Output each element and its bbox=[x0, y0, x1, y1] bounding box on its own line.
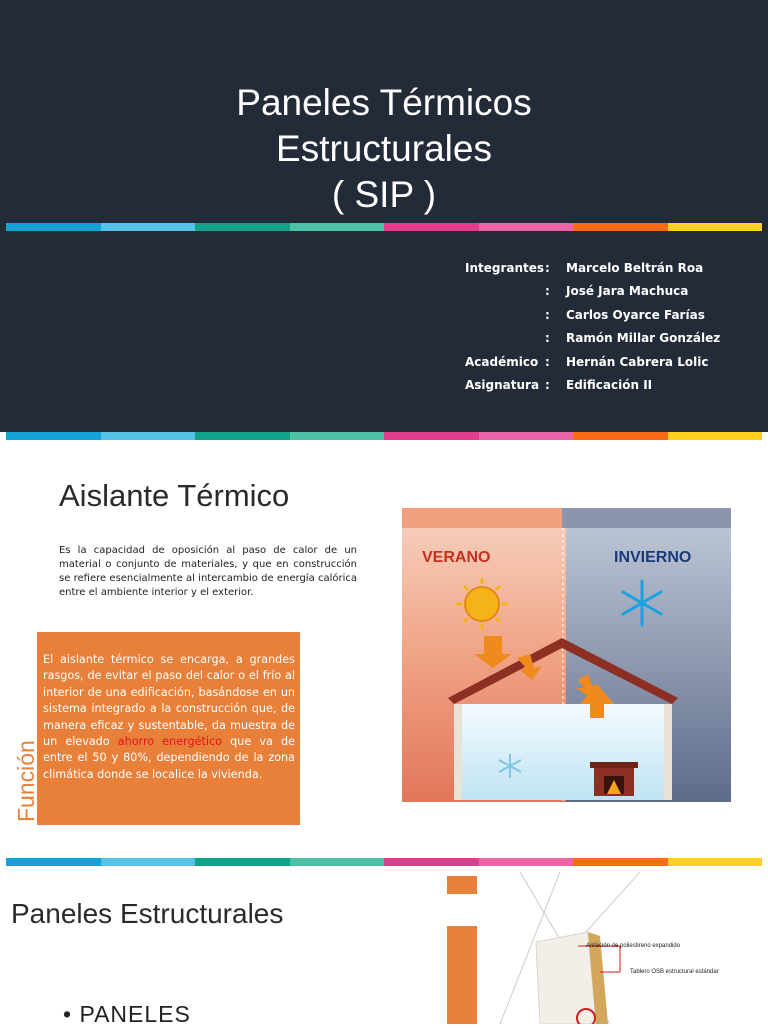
slide3-heading: Paneles Estructurales bbox=[11, 898, 284, 929]
member-row: : José Jara Machuca bbox=[545, 284, 689, 299]
member-row: Integrantes : Marcelo Beltrán Roa bbox=[465, 260, 704, 275]
member-row: Académico : Hernán Cabrera Lolic bbox=[465, 354, 709, 369]
title-slide bbox=[0, 0, 768, 432]
title-line-1: Paneles Térmicos bbox=[236, 82, 532, 123]
summer-label: VERANO bbox=[422, 549, 491, 566]
member-row: : Carlos Oyarce Farías bbox=[545, 307, 705, 322]
bullet-item: • PANELES bbox=[63, 1001, 191, 1027]
energy-saving-highlight: ahorro energético bbox=[117, 735, 223, 749]
function-label: Función bbox=[13, 740, 39, 822]
insulation-illustration bbox=[402, 508, 731, 802]
slide2-heading: Aislante Térmico bbox=[59, 478, 290, 513]
members-list bbox=[465, 256, 720, 397]
fireplace-icon bbox=[590, 762, 638, 796]
slide-title bbox=[0, 80, 768, 218]
title-line-3: ( SIP ) bbox=[331, 174, 437, 215]
title-line-2: Estructurales bbox=[276, 128, 492, 169]
diagram-label: Aislación de poliestireno expandido bbox=[586, 943, 681, 949]
color-stripe bbox=[6, 858, 762, 866]
winter-label: INVIERNO bbox=[614, 549, 692, 566]
member-row: Asignatura : Edificación II bbox=[465, 378, 653, 393]
diagram-label: Tablero OSB estructural estándar bbox=[630, 969, 719, 975]
color-stripe bbox=[6, 432, 762, 440]
member-row: : Ramón Millar González bbox=[545, 331, 721, 346]
sip-panel-diagram bbox=[440, 872, 768, 1024]
color-stripe bbox=[6, 223, 762, 231]
slide2-description: Es la capacidad de oposición al paso de calor de un material o conjunto de materiales, y que en construcción se refiere esencialmente al intercambio de energía calórica entre el ambiente interior y el exterior. bbox=[59, 545, 357, 598]
function-text: El aislante térmico se encarga, a grandes rasgos, de evitar el paso del calor o el frío al interior de una edificación, basándose en un sistema integrado a la construcción que, de manera eficaz y sustentable, da muestra de un elevado ahorro energético que va de entre el 50 y 80%, dependiendo de la zona climática donde se localice la vivienda. bbox=[43, 653, 295, 781]
